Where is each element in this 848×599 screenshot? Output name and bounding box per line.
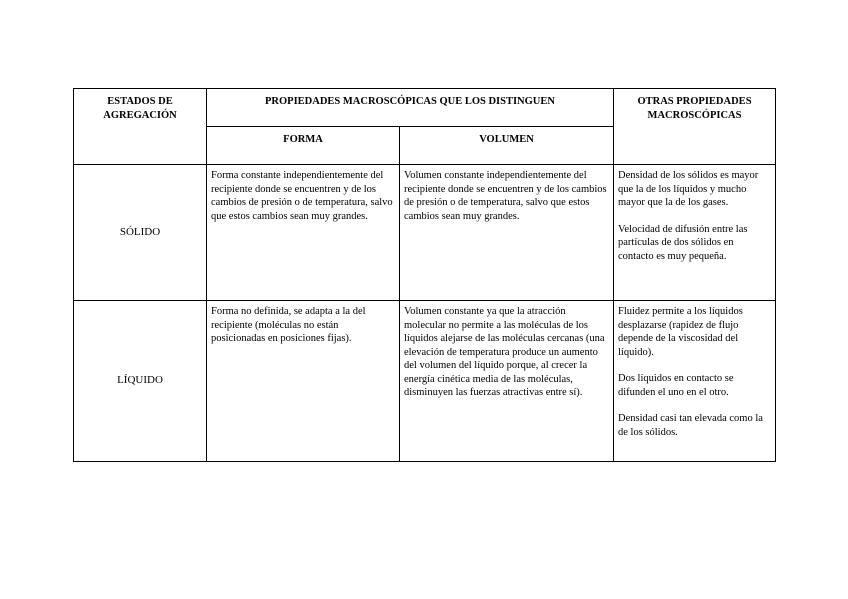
table-row [74, 301, 776, 462]
otras-liquido-3: Densidad casi tan elevada como la de los sólidos. [618, 413, 763, 438]
volumen-solido: Volumen constante independientemente del recipiente donde se encuentren y de los cambios de presión o de temperatura, salvo que estos cambios sean muy grandes. [400, 165, 614, 301]
header-otras: OTRAS PROPIEDADES MACROSCÓPICAS [614, 89, 776, 165]
state-liquido: LÍQUIDO [74, 301, 207, 462]
header-forma: FORMA [207, 127, 400, 165]
volumen-liquido: Volumen constante ya que la atracción molecular no permite a las moléculas de los líquidos alejarse de las moléculas cercanas (una elevación de temperatura produce un aumento del volumen del líquido porque, al crecer la energía cinética media de las moléculas, disminuyen las fuerzas atractivas entre sí). [400, 301, 614, 462]
otras-solido-1: Densidad de los sólidos es mayor que la de los líquidos y mucho mayor que la de los gases. [618, 170, 759, 208]
forma-liquido: Forma no definida, se adapta a la del recipiente (moléculas no están posicionadas en posiciones fijas). [207, 301, 400, 462]
otras-liquido-2: Dos líquidos en contacto se difunden el uno en el otro. [618, 373, 734, 398]
otras-liquido-1: Fluidez permite a los líquidos desplazarse (rapidez de flujo depende de la viscosidad del líquido). [618, 306, 743, 358]
header-estados: ESTADOS DE AGREGACIÓN [74, 89, 207, 165]
table-row [74, 165, 776, 301]
otras-solido [614, 165, 776, 301]
forma-solido: Forma constante independientemente del recipiente donde se encuentren y de los cambios de presión o de temperatura, salvo que estos cambios sean muy grandes. [207, 165, 400, 301]
header-propiedades: PROPIEDADES MACROSCÓPICAS QUE LOS DISTINGUEN [207, 89, 614, 127]
otras-solido-2: Velocidad de difusión entre las partículas de dos sólidos en contacto es muy pequeña. [618, 223, 748, 262]
otras-liquido [614, 301, 776, 462]
states-table [73, 88, 776, 462]
state-solido: SÓLIDO [74, 165, 207, 301]
header-volumen: VOLUMEN [400, 127, 614, 165]
